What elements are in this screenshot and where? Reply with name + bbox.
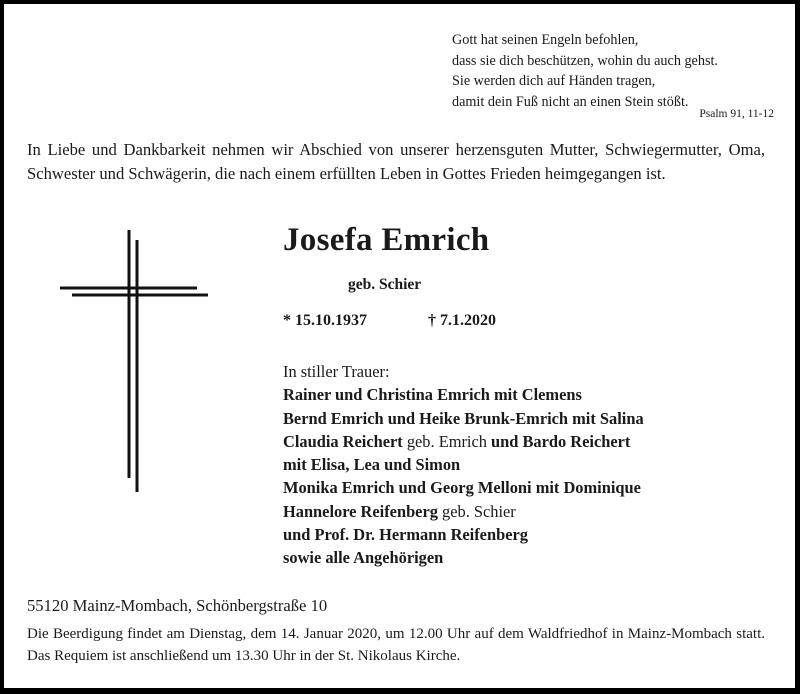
psalm-line: dass sie dich beschützen, wohin du auch gehst.	[452, 52, 718, 69]
mourner-line: und Prof. Dr. Hermann Reifenberg	[283, 525, 528, 545]
mourner-line: mit Elisa, Lea und Simon	[283, 455, 461, 475]
psalm-reference: Psalm 91, 11-12	[699, 108, 774, 120]
death-date: † 7.1.2020	[428, 312, 496, 329]
mourner-name: Hannelore Reifenberg	[283, 501, 438, 521]
address: 55120 Mainz-Mombach, Schönbergstraße 10	[27, 596, 328, 615]
mourner-line	[283, 430, 644, 453]
mourner-maiden: geb. Schier	[437, 501, 516, 521]
mourner-line: Rainer und Christina Emrich mit Clemens	[283, 385, 582, 405]
mourner-line: sowie alle Angehörigen	[283, 548, 444, 568]
mourners-list	[283, 360, 644, 570]
birth-date: * 15.10.1937	[283, 312, 367, 329]
psalm-line: damit dein Fuß nicht an einen Stein stößt.	[452, 93, 689, 110]
psalm-line: Sie werden dich auf Händen tragen,	[452, 73, 656, 89]
psalm-line: Gott hat seinen Engeln befohlen,	[452, 32, 639, 48]
mourners-heading: In stiller Trauer:	[283, 362, 390, 381]
maiden-name: geb. Schier	[348, 276, 422, 293]
mourner-line	[283, 500, 644, 523]
mourner-name: Claudia Reichert	[283, 431, 403, 451]
mourner-line: Monika Emrich und Georg Melloni mit Dominique	[283, 478, 641, 498]
funeral-info: Die Beerdigung findet am Dienstag, dem 14. Januar 2020, um 12.00 Uhr auf dem Waldfriedhof in Mainz-Mombach statt. Das Requiem ist anschließend um 13.30 Uhr in der St. Nikolaus Kirche.	[27, 626, 765, 664]
intro-text: In Liebe und Dankbarkeit nehmen wir Abschied von unserer herzensguten Mutter, Schwiegermutter, Oma, Schwester und Schwägerin, die nach einem erfüllten Leben in Gottes Frieden heimgegangen ist.	[27, 140, 765, 183]
psalm-verse	[452, 30, 718, 112]
mourner-line: Bernd Emrich und Heike Brunk-Emrich mit Salina	[283, 408, 644, 428]
mourner-maiden: geb. Emrich	[402, 431, 492, 451]
mourner-name: und Bardo Reichert	[491, 431, 631, 451]
deceased-name: Josefa Emrich	[283, 222, 490, 258]
